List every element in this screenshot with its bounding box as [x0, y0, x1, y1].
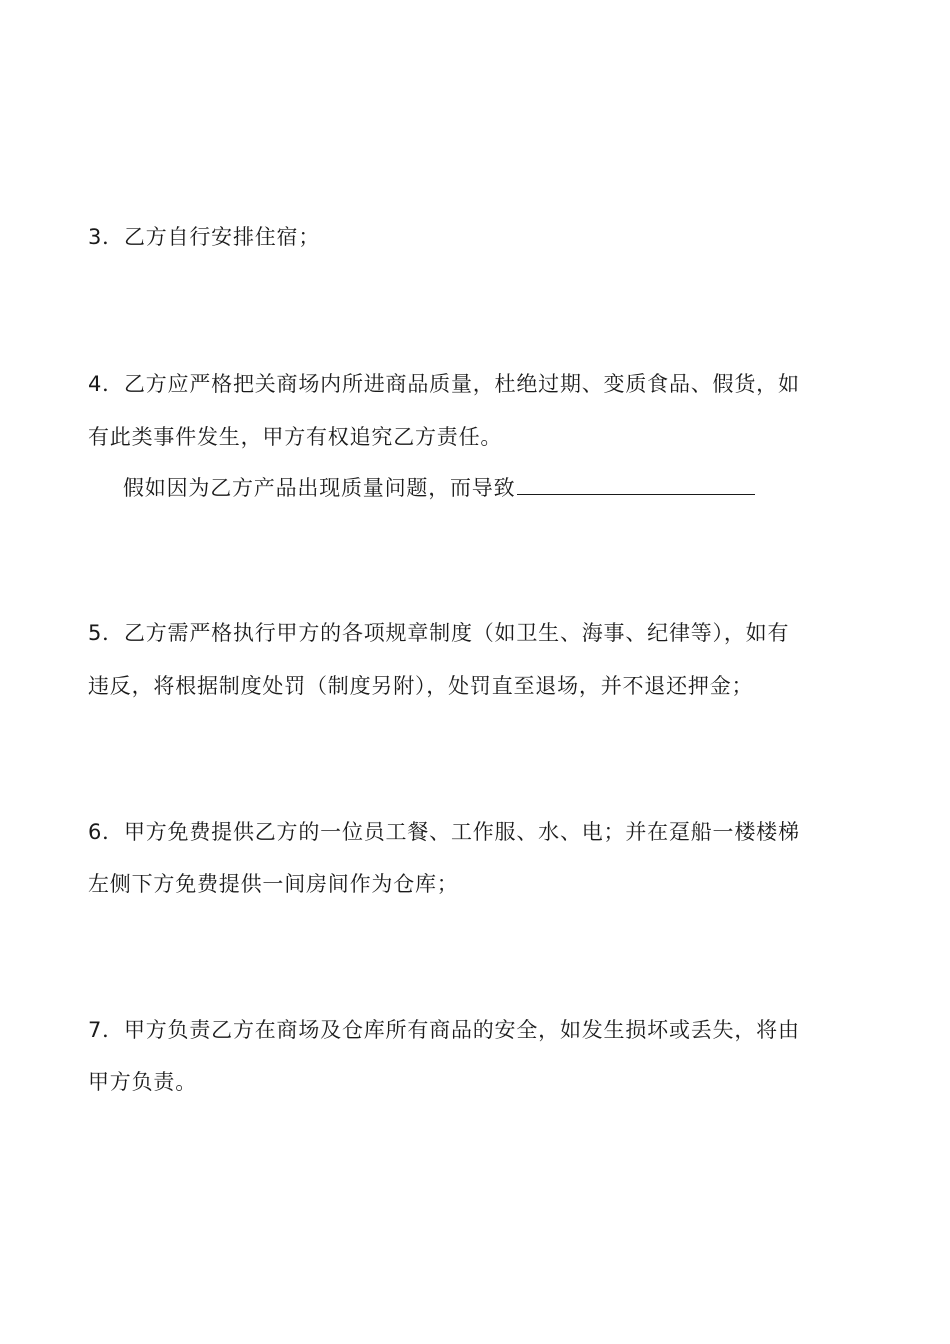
- clause-4-extra-line: [123, 472, 755, 503]
- clause-6-line-1: 6．甲方免费提供乙方的一位员工餐、工作服、水、电；并在趸船一楼楼梯: [88, 820, 800, 844]
- clause-5-line-1: 5．乙方需严格执行甲方的各项规章制度（如卫生、海事、纪律等），如有: [88, 621, 790, 645]
- clause-7-line-1: 7．甲方负责乙方在商场及仓库所有商品的安全，如发生损坏或丢失，将由: [88, 1018, 800, 1042]
- clause-4-line-1: 4．乙方应严格把关商场内所进商品质量，杜绝过期、变质食品、假货，如: [88, 372, 800, 396]
- clause-5-line-2: 违反，将根据制度处罚（制度另附），处罚直至退场，并不退还押金；: [88, 674, 754, 698]
- clause-4-line-2: 有此类事件发生，甲方有权追究乙方责任。: [88, 425, 503, 449]
- clause-4-extra-text: 假如因为乙方产品出现质量问题，而导致: [123, 476, 516, 500]
- clause-7-line-2: 甲方负责。: [88, 1070, 197, 1094]
- clause-3-line-1: 3．乙方自行安排住宿；: [88, 225, 321, 249]
- clause-6-line-2: 左侧下方免费提供一间房间作为仓库；: [88, 872, 459, 896]
- fill-in-blank[interactable]: [517, 472, 755, 495]
